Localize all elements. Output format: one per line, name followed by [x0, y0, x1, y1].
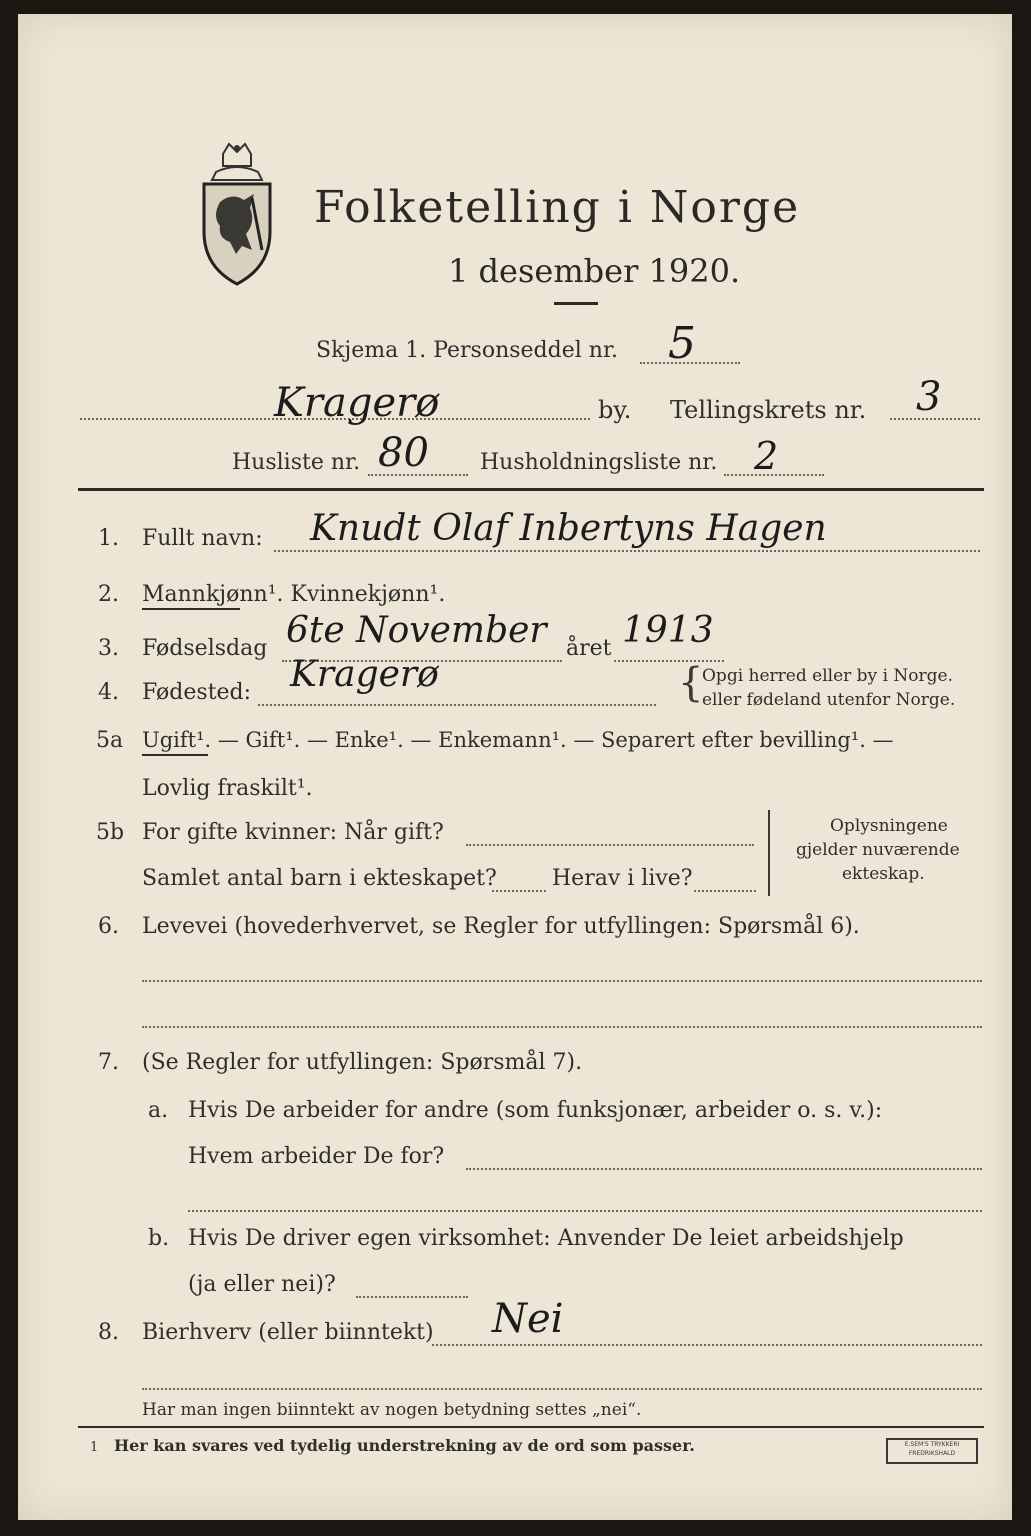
q6-field-line-1 — [142, 980, 982, 982]
q7a-line1: Hvis De arbeider for andre (som funksjonær, arbeider o. s. v.): — [188, 1098, 883, 1123]
q7b-field-line — [356, 1296, 468, 1298]
q7-number: 7. — [98, 1050, 119, 1075]
q4-brace: { — [678, 660, 704, 706]
footnote-mark: 1 — [90, 1440, 99, 1455]
footer-note: Har man ingen biinntekt av nogen betydning settes „nei“. — [142, 1400, 642, 1420]
q3-year-label: året — [566, 636, 612, 661]
husliste-number: 80 — [378, 430, 429, 476]
q1-number: 1. — [98, 526, 119, 551]
q5b-alive-field-line — [694, 890, 756, 892]
footer-divider — [78, 1426, 984, 1428]
printer-stamp-text: E.SEM'S TRYKKERI FREDRIKSHALD — [904, 1441, 960, 1457]
q7a-field-line-1 — [466, 1168, 982, 1170]
form-date: 1 desember 1920. — [448, 252, 741, 290]
husliste-label: Husliste nr. — [232, 450, 361, 475]
q7a-letter: a. — [148, 1098, 169, 1123]
q3-day-answer: 6te November — [286, 610, 547, 651]
q4-note-line1: Opgi herred eller by i Norge. — [702, 666, 953, 686]
q8-number: 8. — [98, 1320, 119, 1345]
q7-label: (Se Regler for utfyllingen: Spørsmål 7). — [142, 1050, 583, 1075]
schema-label: Skjema 1. Personseddel nr. — [316, 338, 619, 363]
q6-label: Levevei (hovederhvervet, se Regler for utfyllingen: Spørsmål 6). — [142, 914, 860, 939]
q5b-brace — [768, 810, 778, 896]
q3-year-answer: 1913 — [622, 610, 714, 651]
footnote-text: Her kan svares ved tydelig understrekning av de ord som passer. — [114, 1436, 695, 1455]
q8-field-line-1 — [432, 1344, 982, 1346]
q6-number: 6. — [98, 914, 119, 939]
title-divider — [554, 302, 598, 305]
q8-field-line-2 — [142, 1388, 982, 1390]
q4-note-line2: eller fødeland utenfor Norge. — [702, 690, 956, 710]
city-name: Kragerø — [274, 380, 440, 426]
norwegian-coat-of-arms-icon — [196, 142, 278, 287]
q7b-letter: b. — [148, 1226, 170, 1251]
q5a-number: 5a — [96, 728, 124, 753]
form-title: Folketelling i Norge — [314, 182, 801, 233]
q1-label: Fullt navn: — [142, 526, 263, 551]
q5a-line1: Ugift¹. — Gift¹. — Enke¹. — Enkemann¹. — Separert efter bevilling¹. — — [142, 728, 894, 752]
q3-number: 3. — [98, 636, 119, 661]
tellingskrets-label: Tellingskrets nr. — [670, 396, 867, 424]
printer-stamp — [886, 1438, 978, 1464]
q7b-line2: (ja eller nei)? — [188, 1272, 336, 1297]
q3-year-field-line — [614, 660, 724, 662]
q1-field-line — [274, 550, 980, 552]
q8-label: Bierhverv (eller biinntekt) — [142, 1320, 434, 1345]
header-divider — [78, 488, 984, 491]
q4-answer: Kragerø — [290, 654, 439, 695]
by-label: by. — [598, 396, 632, 424]
husholdning-label: Husholdningsliste nr. — [480, 450, 718, 475]
q5b-number: 5b — [96, 820, 125, 845]
census-form-page — [18, 14, 1012, 1520]
q4-number: 4. — [98, 680, 119, 705]
q5b-note-line1: Oplysningene — [830, 816, 948, 836]
q2-label: Mannkjønn¹. Kvinnekjønn¹. — [142, 582, 446, 607]
q5b-married-field-line — [466, 844, 754, 846]
husholdning-number: 2 — [754, 434, 779, 478]
q4-label: Fødested: — [142, 680, 252, 705]
q5b-line2: Samlet antal barn i ekteskapet? — [142, 866, 497, 891]
q5b-herav-label: Herav i live? — [552, 866, 693, 891]
q5a-underline-ugift — [142, 754, 208, 756]
q5b-children-field-line — [492, 890, 546, 892]
q7a-line2: Hvem arbeider De for? — [188, 1144, 445, 1169]
q5a-line2: Lovlig fraskilt¹. — [142, 776, 313, 801]
q4-field-line — [258, 704, 656, 706]
tellingskrets-number: 3 — [916, 374, 942, 420]
q5b-line1: For gifte kvinner: Når gift? — [142, 820, 444, 845]
q8-answer: Nei — [492, 1296, 564, 1342]
q7b-line1: Hvis De driver egen virksomhet: Anvender De leiet arbeidshjelp — [188, 1226, 904, 1251]
q2-number: 2. — [98, 582, 119, 607]
q1-answer-name: Knudt Olaf Inbertyns Hagen — [310, 508, 827, 549]
q2-underline-mannkjonn — [142, 608, 240, 610]
q7a-field-line-2 — [188, 1210, 982, 1212]
q3-label: Fødselsdag — [142, 636, 268, 661]
q5b-note-line3: ekteskap. — [842, 864, 925, 884]
q5b-note-line2: gjelder nuværende — [796, 840, 960, 860]
q6-field-line-2 — [142, 1026, 982, 1028]
personseddel-number: 5 — [668, 318, 696, 369]
